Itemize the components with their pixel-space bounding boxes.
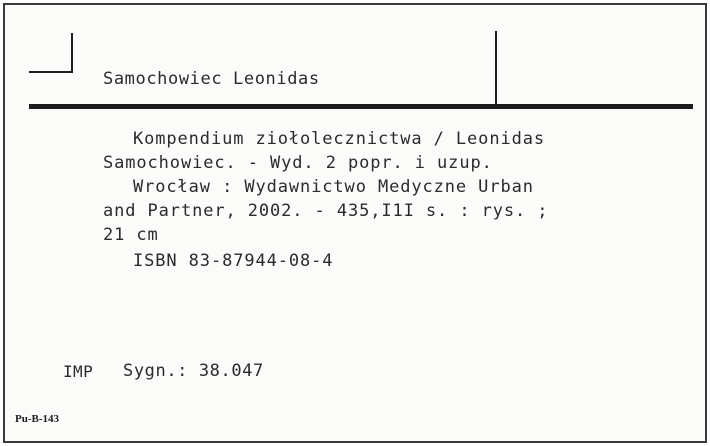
form-code: Pu-B-143 [15,413,59,425]
description-line-author-edition: Samochowiec. - Wyd. 2 popr. i uzup. [103,153,493,173]
heading-vertical-rule [495,31,497,105]
call-number: Sygn.: 38.047 [123,361,264,381]
description-line-imprint: and Partner, 2002. - 435,I1I s. : rys. ; [103,201,549,221]
heading-underline-rule [29,104,693,109]
corner-bracket-mark [29,33,73,73]
author-heading: Samochowiec Leonidas [103,69,320,89]
catalog-card [3,3,707,443]
isbn-line: ISBN 83-87944-08-4 [133,251,334,271]
imp-stamp: IMP [63,362,94,381]
description-line-publisher: Wrocław : Wydawnictwo Medyczne Urban [133,177,534,197]
description-line-title: Kompendium ziołolecznictwa / Leonidas [133,129,545,149]
description-line-size: 21 cm [103,225,159,245]
